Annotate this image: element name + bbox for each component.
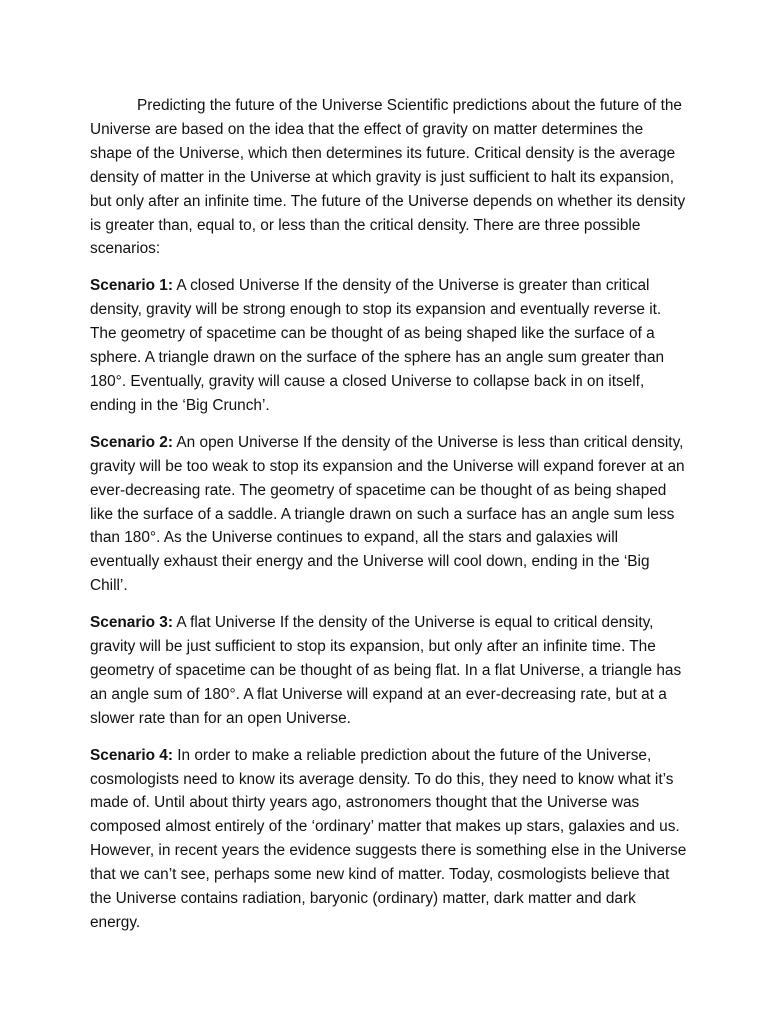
- scenario-2-paragraph: [90, 431, 688, 598]
- scenario-4-text: In order to make a reliable prediction about the future of the Universe, cosmologists need to know its average density. To do this, they need to know what it’s made of. Until about thirty years ago, astronomers thought that the Universe was composed almost entirely of the ‘ordinary’ matter that makes up stars, galaxies and us. However, in recent years the evidence suggests there is something else in the Universe that we can’t see, perhaps some new kind of matter. Today, cosmologists believe that the Universe contains radiation, baryonic (ordinary) matter, dark matter and dark energy.: [90, 746, 687, 931]
- scenario-1-label: Scenario 1:: [90, 277, 173, 295]
- scenario-2-label: Scenario 2:: [90, 433, 173, 451]
- scenario-1-paragraph: [90, 274, 688, 417]
- scenario-3-paragraph: [90, 611, 688, 731]
- scenario-4-paragraph: [90, 744, 688, 935]
- scenario-3-text: A flat Universe If the density of the Universe is equal to critical density, gravity will be just sufficient to stop its expansion, but only after an infinite time. The geometry of spacetime can be thought of as being flat. In a flat Universe, a triangle has an angle sum of 180°. A flat Universe will expand at an ever-decreasing rate, but at a slower rate than for an open Universe.: [90, 614, 682, 727]
- document-page: [90, 94, 688, 948]
- scenario-2-text: An open Universe If the density of the Universe is less than critical density, gravity will be too weak to stop its expansion and the Universe will expand forever at an ever-decreasing rate. The geometry of spacetime can be thought of as being shaped like the surface of a saddle. A triangle drawn on such a surface has an angle sum less than 180°. As the Universe continues to expand, all the stars and galaxies will eventually exhaust their energy and the Universe will cool down, ending in the ‘Big Chill’.: [90, 433, 685, 595]
- scenario-1-text: A closed Universe If the density of the Universe is greater than critical density, gravity will be strong enough to stop its expansion and eventually reverse it. The geometry of spacetime can be thought of as being shaped like the surface of a sphere. A triangle drawn on the surface of the sphere has an angle sum greater than 180°. Eventually, gravity will cause a closed Universe to collapse back in on itself, ending in the ‘Big Crunch’.: [90, 277, 665, 414]
- scenario-3-label: Scenario 3:: [90, 614, 173, 632]
- scenario-4-label: Scenario 4:: [90, 746, 173, 764]
- intro-paragraph: Predicting the future of the Universe Scientific predictions about the future of the Universe are based on the idea that the effect of gravity on matter determines the shape of the Universe, which then determines its future. Critical density is the average density of matter in the Universe at which gravity is just sufficient to halt its expansion, but only after an infinite time. The future of the Universe depends on whether its density is greater than, equal to, or less than the critical density. There are three possible scenarios:: [90, 97, 686, 258]
